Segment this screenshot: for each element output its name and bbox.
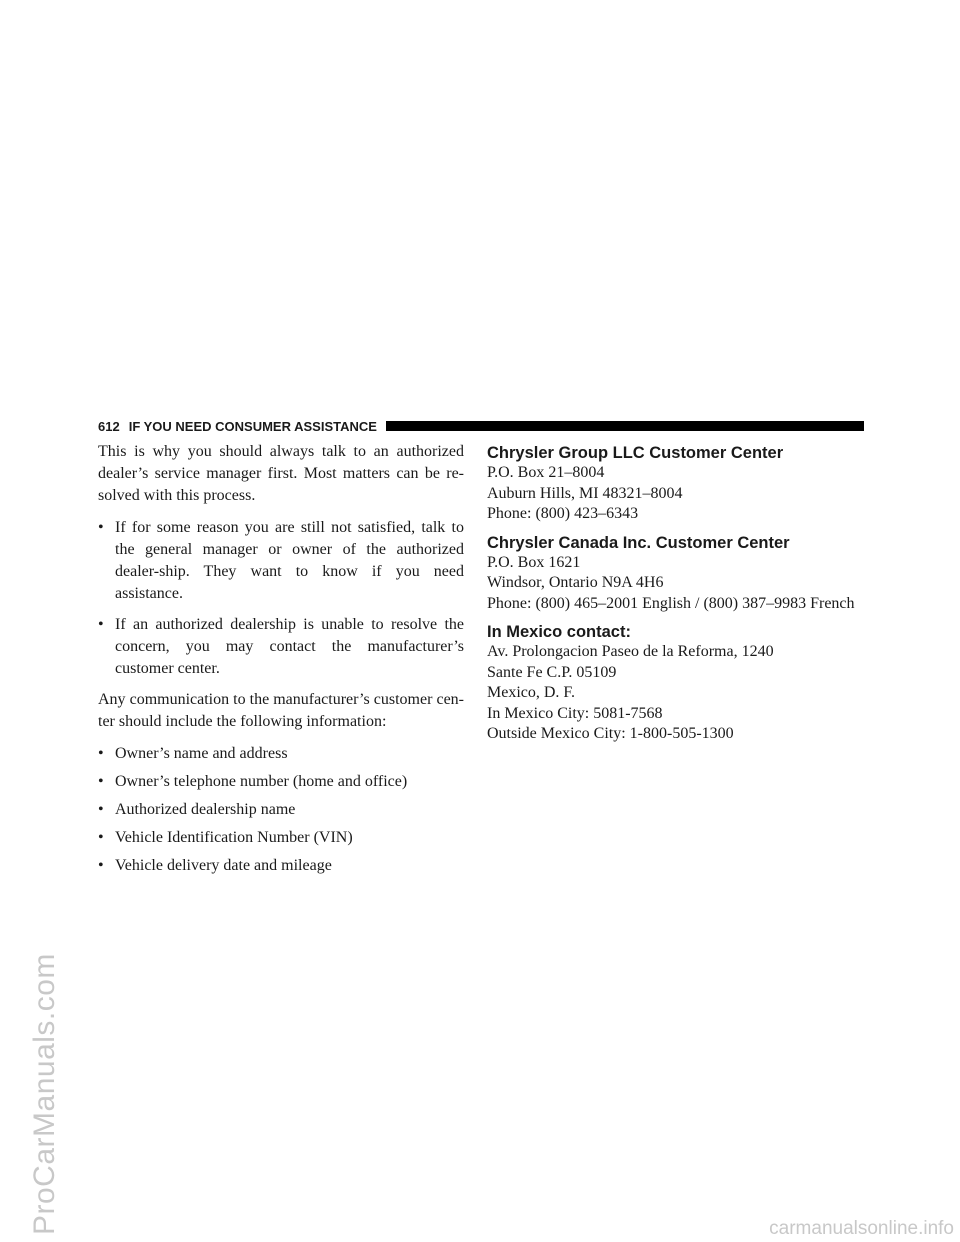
bullet: • — [98, 829, 104, 846]
list-item — [98, 827, 464, 849]
list-item — [98, 614, 464, 680]
list-item-text: Vehicle delivery date and mileage — [115, 857, 332, 874]
address-line: Av. Prolongacion Paseo de la Reforma, 1240 — [487, 643, 774, 660]
address-line: Windsor, Ontario N9A 4H6 — [487, 574, 664, 591]
list-item-text: Owner’s telephone number (home and office) — [115, 773, 408, 790]
page-header — [98, 417, 864, 435]
address-line: Sante Fe C.P. 05109 — [487, 663, 617, 681]
contact-heading: Chrysler Canada Inc. Customer Center — [487, 533, 790, 552]
list-item — [98, 855, 464, 877]
address-line: P.O. Box 21–8004 — [487, 464, 605, 481]
list-item — [98, 743, 464, 765]
bottom-watermark: carmanualsonline.info — [769, 1218, 954, 1239]
address-line: Mexico, D. F. — [487, 684, 576, 701]
steps-list — [98, 517, 464, 680]
bullet: • — [98, 857, 104, 874]
contact-heading: In Mexico contact: — [487, 623, 631, 641]
right-column — [487, 443, 867, 753]
list-item — [98, 771, 464, 793]
contact-block-mexico — [487, 622, 867, 745]
bullet: • — [98, 773, 104, 790]
bullet: • — [98, 616, 104, 633]
address-line: Auburn Hills, MI 48321–8004 — [487, 484, 683, 502]
phone-line: Outside Mexico City: 1-800-505-1300 — [487, 725, 734, 742]
page-number: 612 — [98, 418, 120, 434]
list-item-text: If an authorized dealership is unable to resolve the concern, you may contact the manufacturer’s customer center. — [115, 616, 464, 677]
header-rule — [386, 421, 864, 431]
list-item — [98, 799, 464, 821]
left-column — [98, 441, 464, 883]
contact-heading: Chrysler Group LLC Customer Center — [487, 444, 784, 462]
list-item-text: Authorized dealership name — [115, 801, 296, 818]
contact-block-chrysler-group — [487, 443, 867, 525]
bullet: • — [98, 745, 104, 762]
side-watermark: ProCarManuals.com — [28, 953, 61, 1235]
intro-paragraph: This is why you should always talk to an authorized dealer’s service manager first. Most matters can be re-solved with this process. — [98, 443, 464, 504]
list-item-text: If for some reason you are still not satisfied, talk to the general manager or owner of the authorized dealer-ship. They want to know if you need assistance. — [115, 519, 464, 602]
bullet: • — [98, 801, 104, 818]
bullet: • — [98, 519, 104, 536]
phone-line: Phone: (800) 465–2001 English / (800) 387–9983 French — [487, 594, 855, 612]
phone-line: Phone: (800) 423–6343 — [487, 505, 639, 522]
address-line: P.O. Box 1621 — [487, 553, 581, 571]
phone-line: In Mexico City: 5081-7568 — [487, 704, 663, 722]
communication-paragraph: Any communication to the manufacturer’s customer cen-ter should include the following information: — [98, 691, 464, 730]
list-item-text: Owner’s name and address — [115, 745, 288, 762]
list-item — [98, 517, 464, 605]
info-list — [98, 743, 464, 877]
section-title: IF YOU NEED CONSUMER ASSISTANCE — [128, 418, 377, 434]
contact-block-chrysler-canada — [487, 533, 867, 615]
list-item-text: Vehicle Identification Number (VIN) — [115, 829, 353, 846]
